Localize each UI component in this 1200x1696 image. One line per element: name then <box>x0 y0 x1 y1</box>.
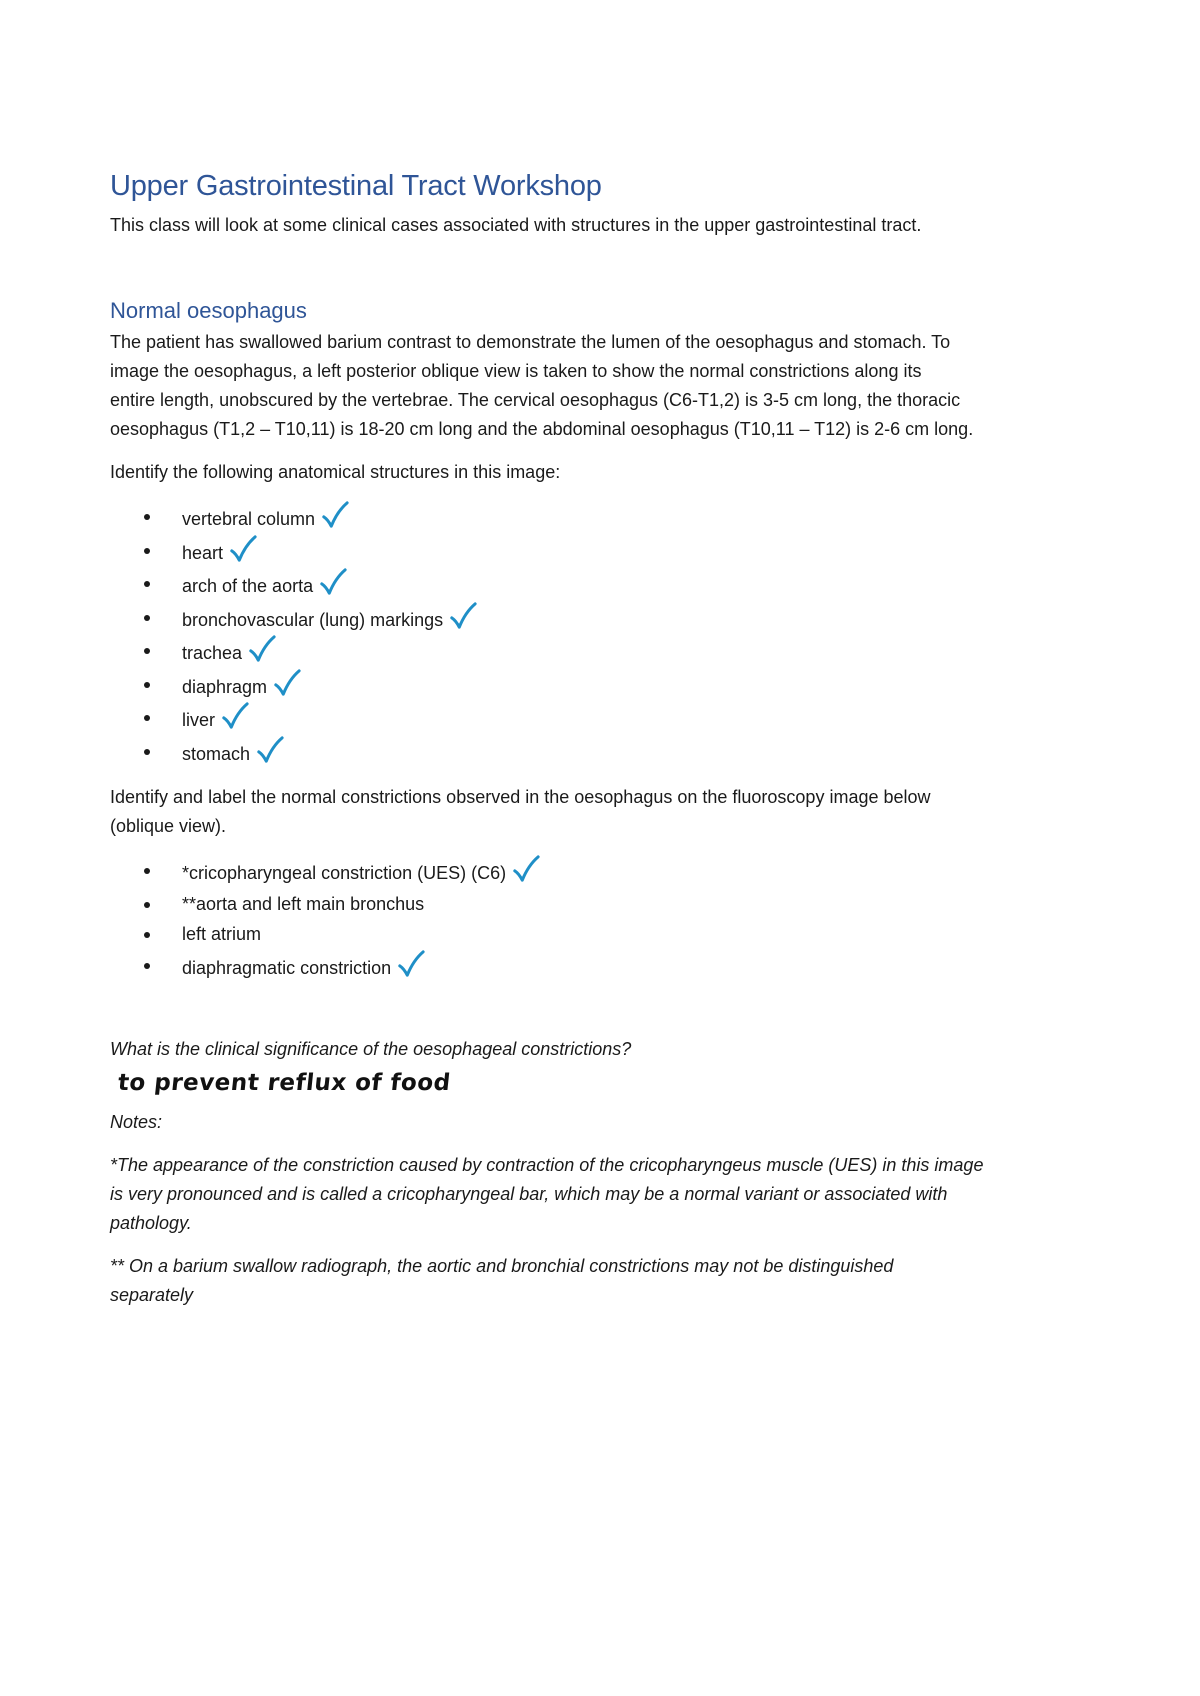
constriction-label: left atrium <box>182 924 262 944</box>
structure-item <box>110 669 1100 703</box>
structures-list <box>110 501 1100 769</box>
handwritten-answer: to prevent reflux of food <box>116 1070 452 1096</box>
constrictions-list <box>110 855 1100 983</box>
structure-label: liver <box>182 710 216 730</box>
bullet-dot-icon <box>144 514 150 520</box>
prompt-line: Identify and label the normal constrictions observed in the oesophagus on the fluoroscopy image below <box>110 787 931 807</box>
note-line: *The appearance of the constriction caused by contraction of the cricopharyngeus muscle (UES) in this image <box>110 1155 984 1175</box>
bullet-dot-icon <box>144 581 150 587</box>
identify-prompt: Identify the following anatomical structures in this image: <box>110 462 561 482</box>
paragraph-line: The patient has swallowed barium contrast to demonstrate the lumen of the oesophagus and stomach. To <box>110 332 951 352</box>
bullet-dot-icon <box>144 548 150 554</box>
prompt-line: (oblique view). <box>110 816 227 836</box>
constriction-label: *cricopharyngeal constriction (UES) (C6) <box>182 863 507 883</box>
bullet-dot-icon <box>144 715 150 721</box>
structure-label: diaphragm <box>182 676 268 697</box>
checkmark-icon <box>449 602 477 630</box>
structure-item <box>110 602 1100 636</box>
constriction-item <box>110 950 1100 984</box>
structure-label: vertebral column <box>182 509 316 529</box>
clinical-question: What is the clinical significance of the oesophageal constrictions? <box>110 1039 632 1059</box>
structure-label: stomach <box>182 743 251 764</box>
constriction-item <box>110 919 1100 950</box>
structure-label: bronchovascular (lung) markings <box>182 609 444 630</box>
checkmark-icon <box>321 501 349 529</box>
bullet-dot-icon <box>144 648 150 654</box>
bullet-dot-icon <box>144 902 150 908</box>
document-page <box>110 170 1100 1310</box>
paragraph-line: oesophagus (T1,2 – T10,11) is 18-20 cm long and the abdominal oesophagus (T10,11 – T12) is 2-6 cm long. <box>110 419 974 439</box>
bullet-dot-icon <box>144 615 150 621</box>
constriction-item <box>110 889 1100 920</box>
bullet-dot-icon <box>144 963 150 969</box>
structure-item <box>110 501 1100 535</box>
bullet-dot-icon <box>144 932 150 938</box>
document-title: Upper Gastrointestinal Tract Workshop <box>110 170 602 202</box>
notes-label: Notes: <box>110 1112 163 1132</box>
note-2 <box>110 1252 1100 1310</box>
checkmark-icon <box>397 950 425 978</box>
structure-item <box>110 568 1100 602</box>
bullet-dot-icon <box>144 682 150 688</box>
structure-label: heart <box>182 542 224 563</box>
structure-label: trachea <box>182 643 243 663</box>
notes-section <box>110 1108 1100 1310</box>
constriction-label: **aorta and left main bronchus <box>182 893 425 914</box>
note-1 <box>110 1151 1100 1238</box>
structure-item <box>110 736 1100 770</box>
constrictions-prompt <box>110 783 1100 841</box>
structure-item <box>110 535 1100 569</box>
constriction-label: diaphragmatic constriction <box>182 957 392 978</box>
note-line: separately <box>110 1285 194 1305</box>
paragraph-line: image the oesophagus, a left posterior oblique view is taken to show the normal constrictions along its <box>110 361 922 381</box>
checkmark-icon <box>221 702 249 730</box>
bullet-dot-icon <box>144 868 150 874</box>
note-line: ** On a barium swallow radiograph, the aortic and bronchial constrictions may not be distinguished <box>110 1256 894 1276</box>
note-line: pathology. <box>110 1213 192 1233</box>
structure-item <box>110 635 1100 669</box>
constriction-item <box>110 855 1100 889</box>
bullet-dot-icon <box>144 749 150 755</box>
answer-wrapper <box>110 1070 1100 1108</box>
section-heading: Normal oesophagus <box>110 298 307 323</box>
checkmark-icon <box>256 736 284 764</box>
paragraph-line: entire length, unobscured by the vertebrae. The cervical oesophagus (C6-T1,2) is 3-5 cm long, the thoracic <box>110 390 961 410</box>
intro-text: This class will look at some clinical cases associated with structures in the upper gastrointestinal tract. <box>110 215 922 235</box>
structure-label: arch of the aorta <box>182 576 314 596</box>
checkmark-icon <box>319 568 347 596</box>
checkmark-icon <box>248 635 276 663</box>
structure-item <box>110 702 1100 736</box>
checkmark-icon <box>229 535 257 563</box>
checkmark-icon <box>273 669 301 697</box>
note-line: is very pronounced and is called a cricopharyngeal bar, which may be a normal variant or associated with <box>110 1184 948 1204</box>
checkmark-icon <box>512 855 540 883</box>
section-paragraph <box>110 328 1100 444</box>
